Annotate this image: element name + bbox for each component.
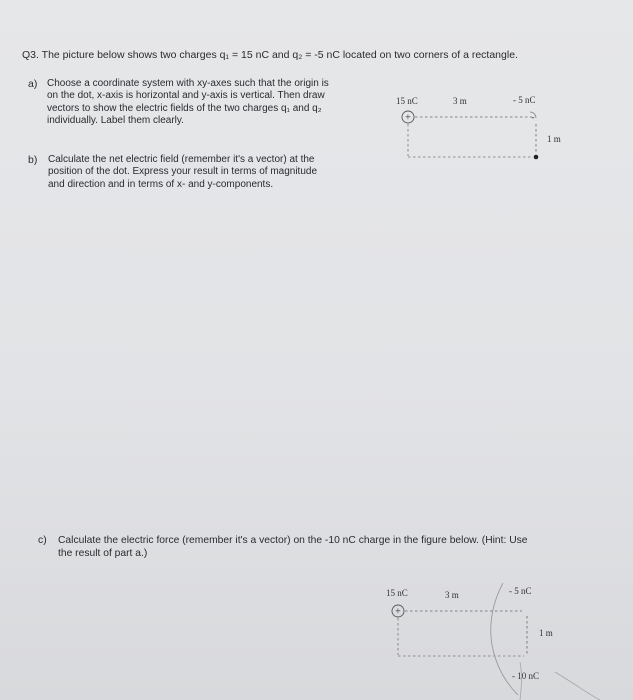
fig2-width-label: 3 m — [445, 590, 459, 600]
fig2-q2-label: - 5 nC — [509, 586, 532, 596]
part-b-line: and direction and in terms of x- and y-components. — [48, 178, 274, 190]
fig2-q1-sign: + — [395, 606, 401, 618]
part-c-line: Calculate the electric force (remember it's a vector) on the -10 nC charge in the figure below. (Hint: Use — [58, 535, 528, 546]
part-a-label: a) — [28, 78, 38, 90]
part-b-line: position of the dot. Express your result in terms of magnitude — [48, 166, 318, 178]
part-c-line: the result of part a.) — [58, 548, 148, 559]
part-a-line: individually. Label them clearly. — [47, 114, 184, 126]
fig2-q3-label: - 10 nC — [512, 671, 539, 681]
part-b-line: Calculate the net electric field (remember it's a vector) at the — [48, 154, 315, 165]
fig1-q2-sign: - — [531, 112, 535, 122]
fig2-height-label: 1 m — [539, 628, 553, 638]
part-a-line: vectors to show the electric fields of the two charges q₁ and q₂ — [47, 102, 322, 114]
fig1-q1-sign: + — [405, 112, 411, 124]
figure-1 — [396, 95, 561, 159]
part-a-line: Choose a coordinate system with xy-axes such that the origin is — [47, 78, 329, 89]
fig2-q1-label: 15 nC — [386, 588, 408, 598]
fig1-width-label: 3 m — [453, 96, 467, 106]
fig1-dot — [534, 155, 539, 160]
part-c-label: c) — [38, 534, 47, 546]
pencil-right-mark — [555, 672, 600, 700]
part-b-label: b) — [28, 154, 38, 166]
fig1-q2-label: - 5 nC — [513, 95, 536, 105]
figure-2 — [386, 583, 600, 700]
pencil-vertical-mark — [520, 662, 522, 700]
part-a-line: on the dot, x-axis is horizontal and y-axis is vertical. Then draw — [47, 90, 325, 102]
fig1-height-label: 1 m — [547, 134, 561, 144]
fig1-q1-label: 15 nC — [396, 96, 418, 106]
question-title: Q3. The picture below shows two charges q₁ = 15 nC and q₂ = -5 nC located on two corners of a rectangle. — [22, 49, 518, 61]
